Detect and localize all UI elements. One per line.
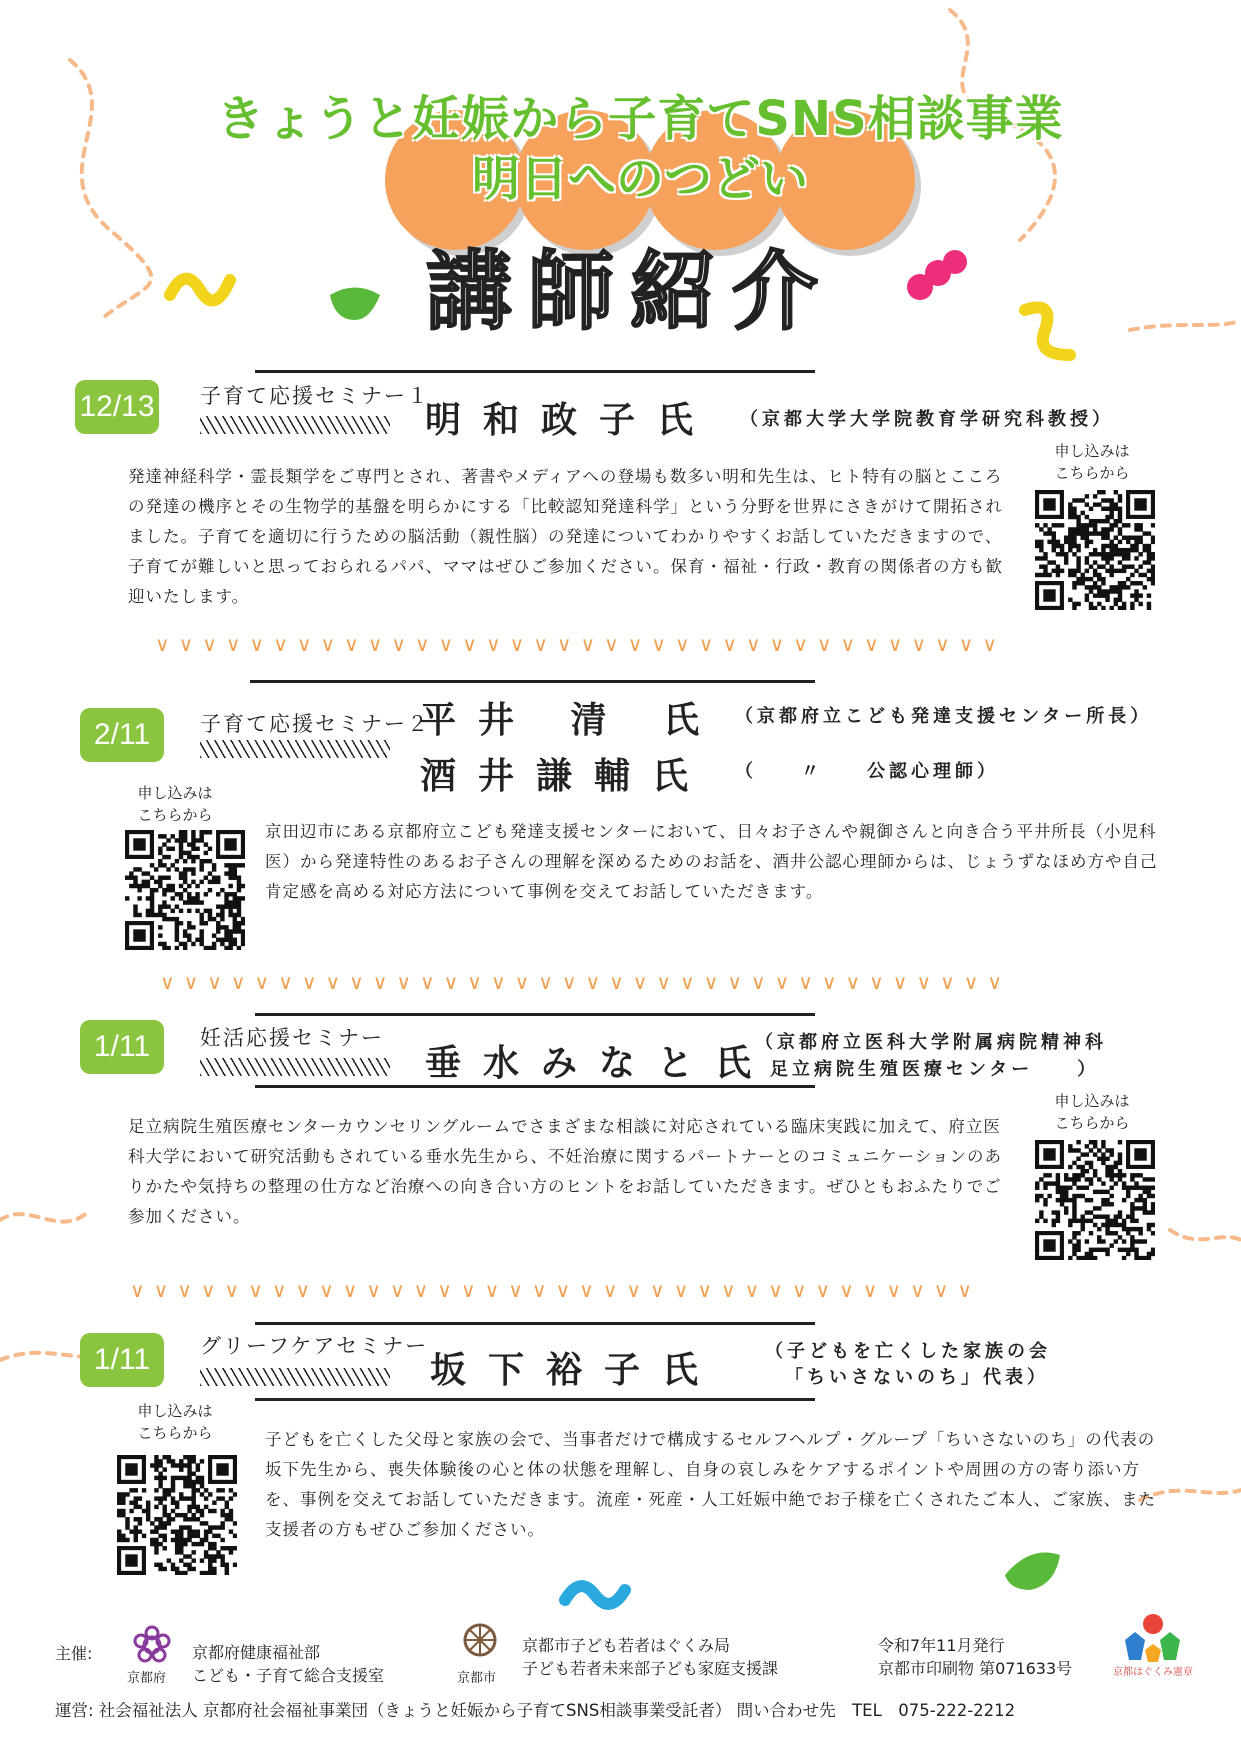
issue-date: 令和7年11月発行: [878, 1636, 1005, 1655]
section-rule: [255, 1085, 815, 1088]
print-number: 京都市印刷物 第071633号: [878, 1659, 1073, 1678]
divider: ∨∨∨∨∨∨∨∨∨∨∨∨∨∨∨∨∨∨∨∨∨∨∨∨∨∨∨∨∨∨∨∨∨∨∨∨: [130, 1278, 981, 1302]
date-badge: 12/13: [75, 380, 159, 434]
qr-label: 申し込みは こちらから: [137, 1402, 213, 1442]
hatch-decoration: [200, 740, 390, 758]
speaker-affiliation: （京都府立こども発達支援センター所長）: [735, 706, 1153, 727]
section-description: 京田辺市にある京都府立こども発達支援センターにおいて、日々お子さんや親御さんと向き合う平井所長（小児科医）から発達特性のあるお子さんの理解を深めるためのお話を、酒井公認心理師からは、じょうずなほめ方や自己肯定感を高める対応方法について事例を交えてお話していただきます。: [265, 822, 1158, 901]
section-description: 発達神経科学・霊長類学をご専門とされ、著書やメディアへの登場も数多い明和先生は、ヒト特有の脳とこころの発達の機序とその生物学的基盤を明らかにする「比較認知発達科学」という分野を世界にさきがけて開拓されました。子育てを適切に行うための脳活動（親性脳）の発達についてわかりやすくお話していただきますので、子育てが難しいと思っておられるパパ、ママはぜひご参加ください。保育・福祉・行政・教育の関係者の方も歓迎いたします。: [128, 467, 1003, 606]
pref-org-dept: こども・子育て総合支援室: [192, 1666, 385, 1685]
divider: ∨∨∨∨∨∨∨∨∨∨∨∨∨∨∨∨∨∨∨∨∨∨∨∨∨∨∨∨∨∨∨∨∨∨∨∨: [155, 632, 1006, 656]
date-badge: 1/11: [80, 1333, 164, 1387]
hatch-decoration: [200, 416, 390, 434]
hatch-decoration: [200, 1058, 390, 1076]
section-rule: [255, 370, 815, 373]
pref-org-name: 京都府健康福祉部: [192, 1643, 321, 1662]
qr-code[interactable]: [1035, 1140, 1155, 1260]
seminar-label: 子育て応援セミナー１: [200, 384, 430, 408]
section-rule: [255, 1013, 815, 1016]
speaker-affiliation: 足立病院生殖医療センター ）: [770, 1059, 1100, 1080]
city-org-dept: 子ども若者未来部子ども家庭支援課: [522, 1659, 779, 1678]
host-label: 主催:: [55, 1644, 93, 1663]
sub-title: 明日へのつどい: [471, 151, 808, 207]
kyoto-city-logo-icon: [460, 1620, 500, 1660]
qr-label: 申し込みは こちらから: [137, 784, 213, 824]
speaker-affiliation: （京都大学大学院教育学研究科教授）: [740, 409, 1114, 430]
hagukumi-logo-icon: [1115, 1610, 1190, 1665]
speaker-name: 明和政子氏: [425, 400, 716, 441]
pref-logo-text: 京都府: [127, 1671, 167, 1686]
speaker-affiliation: （京都府立医科大学附属病院精神科: [755, 1032, 1107, 1053]
seminar-label: グリーフケアセミナー: [200, 1334, 429, 1358]
seminar-label: 妊活応援セミナー: [200, 1026, 384, 1050]
qr-code[interactable]: [117, 1455, 237, 1575]
hatch-decoration: [200, 1368, 390, 1386]
kyoto-pref-logo-icon: [130, 1625, 174, 1665]
hagukumi-logo-text: 京都はぐくみ憲章: [1113, 1667, 1193, 1678]
operator-info: 運営: 社会福祉法人 京都府社会福祉事業団（きょうと妊娠から子育てSNS相談事業受託者） 問い合わせ先 TEL 075-222-2212: [55, 1701, 1016, 1720]
speaker-name: 坂下裕子氏: [430, 1350, 721, 1391]
city-logo-text: 京都市: [457, 1671, 497, 1686]
qr-code[interactable]: [1035, 490, 1155, 610]
speaker-affiliation: （ 〃 公認心理師）: [735, 761, 999, 782]
section-rule: [255, 1398, 815, 1401]
city-org-name: 京都市子ども若者はぐくみ局: [522, 1636, 731, 1655]
qr-code[interactable]: [125, 830, 245, 950]
speaker-name: 垂水みなと氏: [425, 1043, 774, 1084]
main-title: きょうと妊娠から子育てSNS相談事業: [216, 91, 1064, 147]
date-badge: 1/11: [80, 1020, 164, 1074]
seminar-label: 子育て応援セミナー２: [200, 712, 430, 736]
section-description: 子どもを亡くした父母と家族の会で、当事者だけで構成するセルフヘルプ・グループ「ちいさないのち」の代表の坂下先生から、喪失体験後の心と体の状態を理解し、自身の哀しみをケアするポイントや周囲の方の寄り添い方を、事例を交えてお話していただきます。流産・死産・人工妊娠中絶でお子様を亡くされたご本人、ご家族、また支援者の方もぜひご参加ください。: [265, 1430, 1157, 1539]
speaker-affiliation: （子どもを亡くした家族の会: [765, 1341, 1051, 1362]
speaker-name: 平井 清 氏: [420, 700, 722, 741]
section-rule: [250, 680, 815, 683]
date-badge: 2/11: [80, 708, 164, 762]
page-heading: 講師紹介: [426, 242, 834, 342]
speaker-name: 酒井謙輔氏: [420, 756, 711, 797]
divider: ∨∨∨∨∨∨∨∨∨∨∨∨∨∨∨∨∨∨∨∨∨∨∨∨∨∨∨∨∨∨∨∨∨∨∨∨: [160, 970, 1011, 994]
section-rule: [255, 1322, 815, 1325]
qr-label: 申し込みは こちらから: [1054, 442, 1130, 482]
section-description: 足立病院生殖医療センターカウンセリングルームでさまざまな相談に対応されている臨床実践に加えて、府立医科大学において研究活動もされている垂水先生から、不妊治療に関するパートナーとのコミュニケーションのありかたや気持ちの整理の仕方など治療への向き合い方のヒントをお話していただきます。ぜひともおふたりでご参加ください。: [128, 1117, 1003, 1226]
qr-label: 申し込みは こちらから: [1054, 1092, 1130, 1132]
speaker-affiliation: 「ちいさないのち」代表）: [785, 1367, 1049, 1388]
